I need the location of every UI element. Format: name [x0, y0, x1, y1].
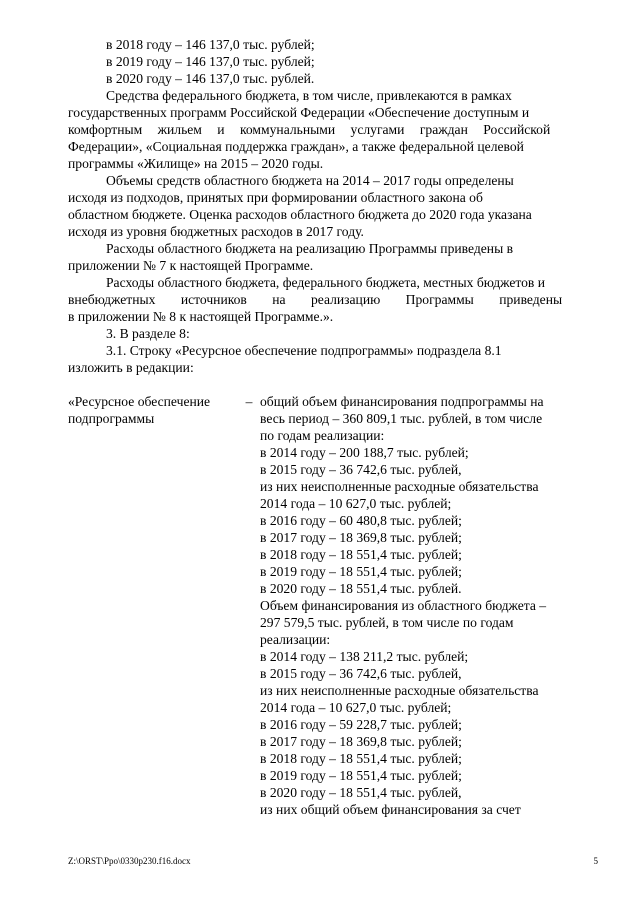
text-line: в 2018 году – 18 551,4 тыс. рублей; [260, 751, 462, 766]
item-3-1 [68, 342, 598, 376]
text-line: в 2015 году – 36 742,6 тыс. рублей, [260, 462, 462, 477]
text-line: в 2015 году – 36 742,6 тыс. рублей, [260, 666, 462, 681]
text-line: в 2016 году – 59 228,7 тыс. рублей; [260, 717, 462, 732]
text-line: весь период – 360 809,1 тыс. рублей, в том числе [260, 411, 543, 426]
text-line: в 2014 году – 200 188,7 тыс. рублей; [260, 445, 469, 460]
paragraph-appendix-7 [68, 240, 598, 274]
text-line: в 2020 году – 146 137,0 тыс. рублей. [106, 71, 315, 86]
dash: – [245, 394, 253, 409]
text-line: в 2019 году – 18 551,4 тыс. рублей; [260, 768, 462, 783]
text-line: исходя из подходов, принятых при формировании областного закона об [68, 190, 483, 205]
text-line: в 2020 году – 18 551,4 тыс. рублей, [260, 785, 462, 800]
resource-table [68, 393, 598, 818]
text-line: в приложении № 8 к настоящей Программе.». [68, 309, 334, 324]
item-3: 3. В разделе 8: [106, 326, 190, 341]
paragraph-regional-budget [68, 172, 598, 240]
text-line: в 2017 году – 18 369,8 тыс. рублей; [260, 734, 462, 749]
text-line: Средства федерального бюджета, в том числе, привлекаются в рамках [106, 88, 512, 103]
text-line: государственных программ Российской Федерации «Обеспечение доступным и [68, 105, 530, 120]
text-line: из них общий объем финансирования за счет [260, 802, 521, 817]
text-line: Расходы областного бюджета, федерального бюджета, местных бюджетов и [106, 275, 546, 290]
text-line: программы «Жилище» на 2015 – 2020 годы. [68, 156, 324, 171]
text-line: в 2018 году – 18 551,4 тыс. рублей; [260, 547, 462, 562]
file-path: Z:\ORST\Ppo\0330p230.f16.docx [68, 856, 191, 866]
text-line: Расходы областного бюджета на реализацию Программы приведены в [106, 241, 514, 256]
text-line: «Ресурсное обеспечение [68, 394, 211, 409]
text-line: Объемы средств областного бюджета на 2014 – 2017 годы определены [106, 173, 514, 188]
text-line: исходя из уровня бюджетных расходов в 2017 году. [68, 224, 364, 239]
paragraph-appendix-8 [68, 274, 598, 325]
text-line: подпрограммы [68, 411, 155, 426]
resource-value [260, 393, 598, 818]
text-line: в 2014 году – 138 211,2 тыс. рублей; [260, 649, 469, 664]
text-line: областном бюджете. Оценка расходов областного бюджета до 2020 года указана [68, 207, 532, 222]
top-lines [68, 36, 598, 87]
text-line: комфортным жильем и коммунальными услугами граждан Российской [68, 122, 551, 137]
text-line: по годам реализации: [260, 428, 385, 443]
text-line: в 2019 году – 18 551,4 тыс. рублей; [260, 564, 462, 579]
paragraph-federal-budget [68, 87, 598, 172]
text-line: реализации: [260, 632, 331, 647]
resource-label [68, 393, 238, 818]
text-line: приложении № 7 к настоящей Программе. [68, 258, 314, 273]
text-line: 3.1. Строку «Ресурсное обеспечение подпрограммы» подраздела 8.1 [106, 343, 502, 358]
text-line: из них неисполненные расходные обязательства [260, 479, 539, 494]
text-line: в 2016 году – 60 480,8 тыс. рублей; [260, 513, 462, 528]
text-line: в 2019 году – 146 137,0 тыс. рублей; [106, 54, 315, 69]
text-line: в 2018 году – 146 137,0 тыс. рублей; [106, 37, 315, 52]
text-line: внебюджетных источников на реализацию Программы приведены [68, 292, 563, 307]
spacer [68, 376, 598, 393]
text-line: 297 579,5 тыс. рублей, в том числе по годам [260, 615, 514, 630]
text-line: из них неисполненные расходные обязательства [260, 683, 539, 698]
text-line: общий объем финансирования подпрограммы на [260, 394, 544, 409]
text-line: 2014 года – 10 627,0 тыс. рублей; [260, 496, 452, 511]
document-page [68, 36, 598, 818]
page-number: 5 [593, 856, 598, 866]
text-line: Федерации», «Социальная поддержка граждан», а также федеральной целевой [68, 139, 524, 154]
text-line: в 2017 году – 18 369,8 тыс. рублей; [260, 530, 462, 545]
text-line: 2014 года – 10 627,0 тыс. рублей; [260, 700, 452, 715]
text-line: изложить в редакции: [68, 360, 194, 375]
text-line: в 2020 году – 18 551,4 тыс. рублей. [260, 581, 462, 596]
text-line: Объем финансирования из областного бюджета – [260, 598, 547, 613]
